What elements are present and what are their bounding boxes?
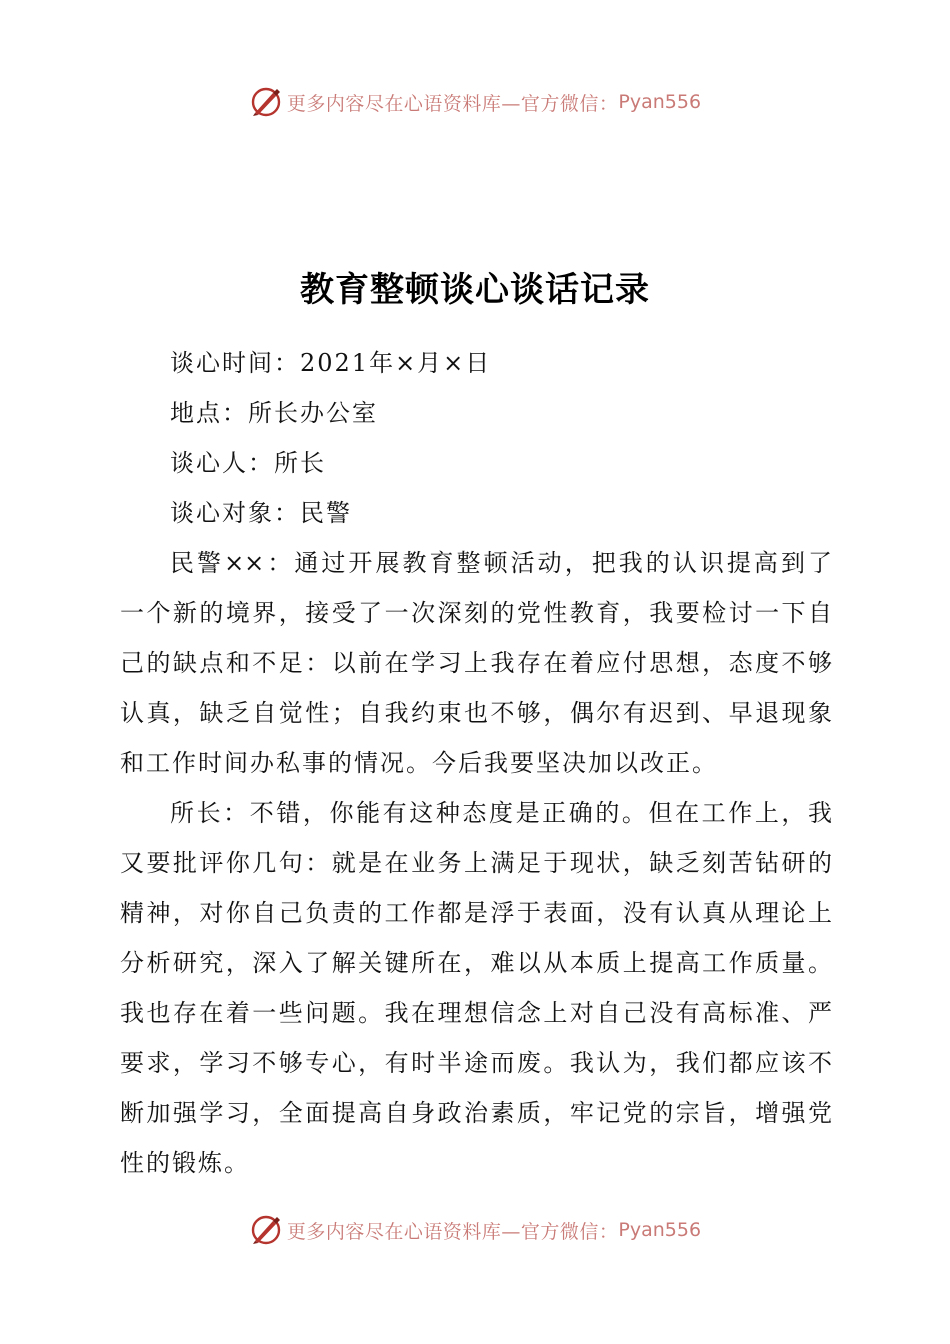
paragraph-line: 和工作时间办私事的情况。今后我要坚决加以改正。 xyxy=(120,749,718,777)
meta-place: 地点：所长办公室 xyxy=(170,399,378,427)
meta-time: 谈心时间：2021年×月×日 xyxy=(170,349,492,377)
footer-watermark xyxy=(0,1210,950,1250)
meta-target: 谈心对象：民警 xyxy=(170,499,352,527)
paragraph-line: 己的缺点和不足：以前在学习上我存在着应付思想，态度不够 xyxy=(120,649,832,677)
paragraph-line: 民警××：通过开展教育整顿活动，把我的认识提高到了 xyxy=(170,549,832,577)
meta-talker: 谈心人：所长 xyxy=(170,449,326,477)
document-body xyxy=(120,338,832,1188)
document-title: 教育整顿谈心谈话记录 xyxy=(300,270,650,310)
header-watermark xyxy=(0,82,950,122)
paragraph-line: 认真，缺乏自觉性；自我约束也不够，偶尔有迟到、早退现象 xyxy=(120,699,832,727)
watermark-text: 更多内容尽在心语资料库—官方微信： xyxy=(286,1220,619,1243)
paragraph-line: 精神，对你自己负责的工作都是浮于表面，没有认真从理论上 xyxy=(120,899,832,927)
pen-logo-icon xyxy=(249,1213,283,1247)
paragraph-line: 一个新的境界，接受了一次深刻的党性教育，我要检讨一下自 xyxy=(120,599,832,627)
paragraph-line: 断加强学习，全面提高自身政治素质，牢记党的宗旨，增强党 xyxy=(120,1099,832,1127)
watermark-wechat-id: Pyan556 xyxy=(618,91,702,113)
paragraph-line: 分析研究，深入了解关键所在，难以从本质上提高工作质量。 xyxy=(120,949,832,977)
paragraph-officer xyxy=(120,538,832,788)
paragraph-line: 又要批评你几句：就是在业务上满足于现状，缺乏刻苦钻研的 xyxy=(120,849,832,877)
paragraph-line: 要求，学习不够专心，有时半途而废。我认为，我们都应该不 xyxy=(120,1049,832,1077)
paragraph-director xyxy=(120,788,832,1188)
pen-logo-icon xyxy=(249,85,283,119)
watermark-text: 更多内容尽在心语资料库—官方微信： xyxy=(286,92,619,115)
paragraph-line: 性的锻炼。 xyxy=(120,1149,250,1177)
watermark-wechat-id: Pyan556 xyxy=(618,1219,702,1241)
paragraph-line: 我也存在着一些问题。我在理想信念上对自己没有高标准、严 xyxy=(120,999,832,1027)
paragraph-line: 所长：不错，你能有这种态度是正确的。但在工作上，我 xyxy=(170,799,832,827)
